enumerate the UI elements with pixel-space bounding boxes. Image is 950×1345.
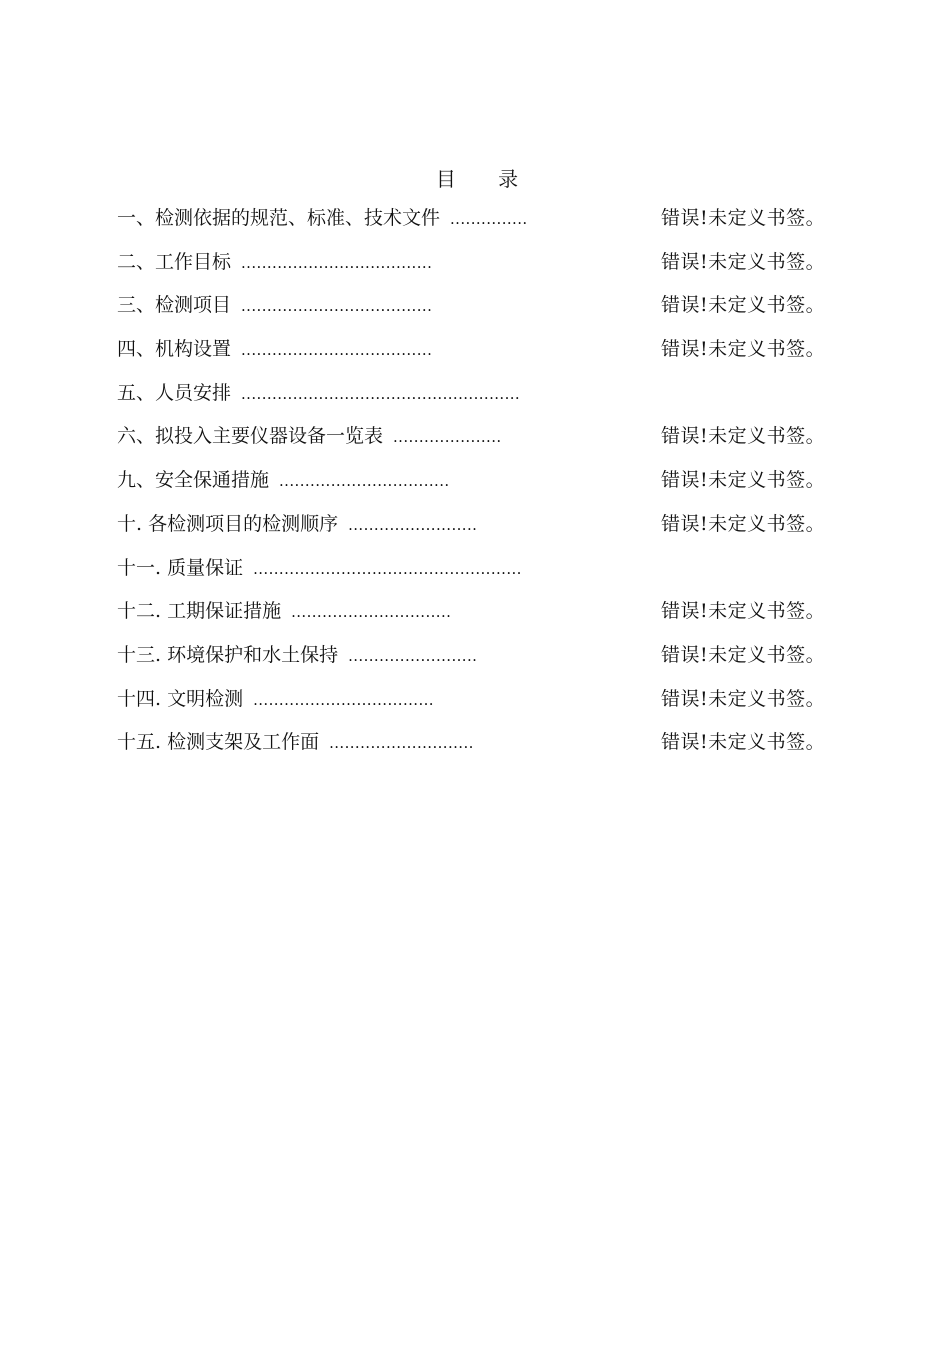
toc-entry-leader: ......................... [348,515,478,534]
toc-entry-leader: .................................................... [253,559,522,578]
toc-entry[interactable] [117,378,837,422]
toc-entry[interactable] [117,509,837,553]
toc-entry-leader: ..................................... [241,297,433,316]
toc-entry-text: 十三. 环境保护和水土保持 [117,643,339,666]
toc-entry-page: 错误!未定义书签。 [661,731,826,754]
toc-entry-page: 错误!未定义书签。 [661,250,826,273]
toc-entry-text: 一、检测依据的规范、标准、技术文件 [117,207,441,229]
toc-entry[interactable] [117,596,837,640]
toc-entry-page: 错误!未定义书签。 [661,600,826,623]
toc-entry-text: 十五. 检测支架及工作面 [117,731,320,754]
toc-entry-page: 错误!未定义书签。 [661,338,826,361]
toc-entry-leader: ..................... [393,428,502,447]
toc-entry-text: 四、机构设置 [117,338,232,361]
toc-entry-page: 错误!未定义书签。 [661,687,826,710]
toc-entry-text: 十四. 文明检测 [117,687,244,710]
toc-entry[interactable] [117,334,837,378]
toc-entry-text: 五、人员安排 [117,381,232,404]
toc-entry[interactable] [117,290,837,334]
toc-list [117,203,837,771]
toc-entry-leader: ............................ [329,734,474,753]
toc-title: 目 录 [435,167,537,191]
toc-entry-leader: ................................... [253,690,434,709]
toc-entry-leader: ..................................... [241,253,433,272]
toc-entry-text: 十. 各检测项目的检测顺序 [117,512,339,535]
toc-entry-page: 错误!未定义书签。 [661,207,826,229]
toc-entry-text: 十一. 质量保证 [117,556,244,579]
toc-entry-text: 六、拟投入主要仪器设备一览表 [117,425,384,448]
toc-entry-text: 二、工作目标 [117,250,232,273]
toc-entry-text: 十二. 工期保证措施 [117,600,282,623]
toc-entry-text: 三、检测项目 [117,294,232,317]
toc-entry-leader: ......................... [348,646,478,665]
toc-entry-page: 错误!未定义书签。 [661,425,826,448]
toc-entry-page: 错误!未定义书签。 [661,512,826,535]
toc-entry[interactable] [117,553,837,597]
toc-entry-text: 九、安全保通措施 [117,469,270,492]
toc-entry-leader: ............... [450,210,528,228]
toc-entry[interactable] [117,640,837,684]
toc-entry[interactable] [117,727,837,771]
toc-entry[interactable] [117,247,837,291]
toc-entry-page: 错误!未定义书签。 [661,469,826,492]
toc-entry[interactable] [117,465,837,509]
toc-entry-leader: ...................................................... [241,384,521,403]
toc-entry-leader: ............................... [291,603,452,622]
toc-entry[interactable] [117,203,837,247]
toc-entry-leader: ..................................... [241,341,433,360]
toc-entry[interactable] [117,684,837,728]
toc-entry[interactable] [117,421,837,465]
toc-entry-page: 错误!未定义书签。 [661,643,826,666]
toc-entry-page: 错误!未定义书签。 [661,294,826,317]
toc-entry-leader: ................................. [279,472,450,491]
